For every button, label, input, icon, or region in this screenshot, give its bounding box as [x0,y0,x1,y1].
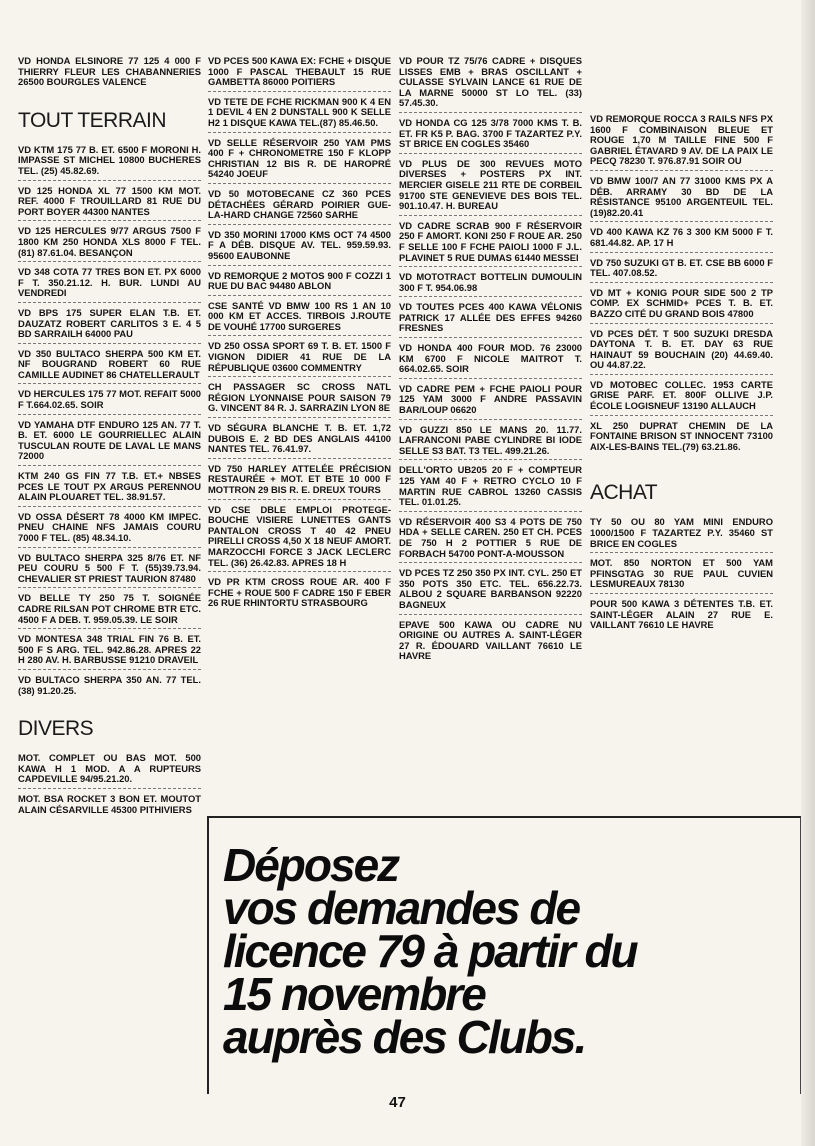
classified-ad: VD MOTOTRACT BOTTELIN DUMOULIN 300 F T. 954.06.98 [399,272,582,297]
section-title-tout-terrain: TOUT TERRAIN [18,108,167,132]
classified-ad: VD TETE DE FCHE RICKMAN 900 K 4 EN 1 DEVIL 4 EN 2 DUNSTALL 900 K SELLE H2 1 DISQUE KAWA TEL.(87) 85.46.50. [208,97,391,133]
classified-ad: TY 50 OU 80 YAM MINI ENDURO 1000/1500 F TAZARTEZ P.Y. 35460 ST BRICE EN COGLES [590,517,773,553]
classified-ad: VD 350 MORINI 17000 KMS OCT 74 4500 F A DÉB. DISQUE AV. TEL. 959.59.93. 95600 EAUBONNE [208,230,391,266]
classified-ad: VD 400 KAWA KZ 76 3 300 KM 5000 F T. 681.44.82. AP. 17 H [590,227,773,252]
classified-ad: POUR 500 KAWA 3 DÉTENTES T.B. ET. SAINT-LÉGER ALAIN 27 RUE E. VAILLANT 76610 LE HAVRE [590,598,773,631]
classified-ad: CH PASSAGER SC CROSS NATL RÉGION LYONNAISE POUR SAISON 79 G. VINCENT 84 R. J. SARRAZIN LYON 8E [208,382,391,418]
classified-ad: VD BULTACO SHERPA 325 8/76 ET. NF PEU COURU 5 500 F T. (55)39.73.94. CHEVALIER ST PRIEST TAURION 87480 [18,553,201,589]
classified-ad: VD PR KTM CROSS ROUE AR. 400 F FCHE + ROUE 500 F CADRE 150 F EBER 26 RUE RHINTORTU STRASBOURG [208,576,391,609]
promo-line: licence 79 à partir du [223,925,637,977]
classified-ad: VD SELLE RÉSERVOIR 250 YAM PMS 400 F + CHRONOMETRE 150 F KLOPP CHRISTIAN 12 BIS R. DE HAROPRÉ 54240 JOEUF [208,138,391,184]
classified-ad: VD 750 SUZUKI GT B. ET. CSE BB 6000 F TEL. 407.08.52. [590,258,773,283]
column-3 [399,56,582,670]
classified-ad: VD HONDA ELSINORE 77 125 4 000 F THIERRY FLEUR LES CHABANNERIES 26500 BOURGLES VALENCE [18,55,201,88]
ad-list-top [18,56,201,91]
ad-list-tout-terrain [18,145,201,699]
classified-ad: DELL'ORTO UB205 20 F + COMPTEUR 125 YAM 40 F + RETRO CYCLO 10 F MARTIN RUE CABROL 13260 CASSIS TEL. 01.01.25. [399,465,582,511]
classified-ad: VD PCES 500 KAWA EX: FCHE + DISQUE 1000 F PASCAL THEBAULT 15 RUE GAMBETTA 86000 POITIERS [208,56,391,92]
classified-ad: VD REMORQUE ROCCA 3 RAILS NFS PX 1600 F COMBINAISON BLEUE ET ROUGE 1,70 M TAILLE FINE 500 F GABRIEL ÉTAVARD 9 AV. DE LA PAIX LE PECQ 78230 T. 976.87.91 SOIR OU [590,114,773,171]
classified-ad: VD POUR TZ 75/76 CADRE + DISQUES LISSES EMB + BRAS OSCILLANT + CULASSE SYLVAIN LANCE 61 RUE DE LA MARNE 50000 ST LO TEL. (33) 57.45.30. [399,56,582,113]
classified-ad: VD 125 HERCULES 9/77 ARGUS 7500 F 1800 KM 250 HONDA XLS 8000 F TEL.(81) 87.61.04. BESANÇON [18,226,201,262]
classified-ad: VD OSSA DÉSERT 78 4000 KM IMPEC. PNEU CHAINE NFS JAMAIS COURU 7000 F TEL. (85) 48.34.10. [18,512,201,548]
classified-ad: KTM 240 GS FIN 77 T.B. ET.+ NBSES PCES LE TOUT PX ARGUS PERENNOU ALAIN PLOUARET TEL. 38.91.57. [18,471,201,507]
classified-ad: VD CADRE SCRAB 900 F RÉSERVOIR 250 F AMORT. KONI 250 F ROUE AR. 250 F SELLE 100 F FCHE PAIOLI 1000 F J.L. PLAVINET 5 RUE DUMAS 61440 MESSEI [399,221,582,267]
classified-ad: VD REMORQUE 2 MOTOS 900 F COZZI 1 RUE DU BAC 94480 ABLON [208,271,391,296]
ad-list-top [590,114,773,455]
classified-ad: XL 250 DUPRAT CHEMIN DE LA FONTAINE BRISON ST INNOCENT 73100 AIX-LES-BAINS TEL.(79) 63.21.86. [590,419,773,452]
classified-ad: VD HERCULES 175 77 MOT. REFAIT 5000 F T.664.02.65. SOIR [18,389,201,414]
classified-ad: VD RÉSERVOIR 400 S3 4 POTS DE 750 HDA + SELLE CAREN. 250 ET CH. PCES DE 750 H 2 POTTIER 5 RUE DE FORBACH 54700 PONT-A-MOUSSON [399,517,582,563]
section-title-divers: DIVERS [18,717,94,741]
classified-ad: VD YAMAHA DTF ENDURO 125 AN. 77 T. B. ET. 6000 LE GOURRIELLEC ALAIN TUSCULAN ROUTE DE LAVAL LE MANS 72000 [18,420,201,466]
column-4 [590,114,773,639]
classified-ad: MOT. 850 NORTON ET 500 YAM PFINSGTAG 30 RUE PAUL CUVIEN LESMUREAUX 78130 [590,558,773,594]
classified-ad: MOT. BSA ROCKET 3 BON ET. MOUTOT ALAIN CÉSARVILLE 45300 PITHIVIERS [18,792,201,815]
ad-list-divers [18,753,201,818]
classified-ad: VD BELLE TY 250 75 T. SOIGNÉE CADRE RILSAN POT CHROME BTR ETC. 4500 F A DEB. T. 959.05.39. LE SOIR [18,593,201,629]
page-edge [801,0,815,1146]
classified-ad: VD 348 COTA 77 TRES BON ET. PX 6000 F T. 350.21.12. H. BUR. LUNDI AU VENDREDI [18,267,201,303]
classified-ad: VD 350 BULTACO SHERPA 500 KM ET. NF BOUGRAND ROBERT 60 RUE CAMILLE AUDINET 86 CHATELLERAULT [18,349,201,385]
classified-ad: VD CSE DBLE EMPLOI PROTEGE-BOUCHE VISIERE LUNETTES GANTS PANTALON CROSS T 40 42 PNEU PIRELLI CROSS 4,50 X 18 NEUF AMORT. MARZOCCHI FORCE 3 JACK LECLERC TEL. (36) 26.42.83. APRES 18 H [208,505,391,573]
ad-list-achat [590,517,773,633]
classified-ad: CSE SANTÉ VD BMW 100 RS 1 AN 10 000 KM ET ACCES. TIRBOIS J.ROUTE DE VOUHÉ 17700 SURGERES [208,301,391,337]
classified-ad: VD BMW 100/7 AN 77 31000 KMS PX A DÉB. ARRAMY 30 BD DE LA RÉSISTANCE 95100 ARGENTEUIL TEL. (19)82.20.41 [590,176,773,222]
classified-ad: VD 750 HARLEY ATTELÉE PRÉCISION RESTAURÉE + MOT. ET BTE 10 000 F MOTTRON 29 BIS R. E. DREUX TOURS [208,464,391,500]
licence-promo-box [207,816,801,1094]
classified-ad: VD KTM 175 77 B. ET. 6500 F MORONI H. IMPASSE ST MICHEL 10800 BUCHERES TEL. (25) 45.82.69. [18,145,201,181]
classified-ad: VD 250 OSSA SPORT 69 T. B. ET. 1500 F VIGNON DIDIER 41 RUE DE LA RÉPUBLIQUE 03600 COMMENTRY [208,341,391,377]
classified-ad: VD MONTESA 348 TRIAL FIN 76 B. ET. 500 F S ARG. TEL. 942.86.28. APRES 22 H 280 AV. H. BARBUSSE 91210 DRAVEIL [18,634,201,670]
promo-line: Déposez [223,839,399,891]
classified-ad: VD PCES DÉT. T 500 SUZUKI DRESDA DAYTONA T. B. ET. DAY 63 RUE HAINAUT 59 BOUCHAIN (20) 44.69.40. OU 44.87.22. [590,329,773,375]
classified-ad: VD PLUS DE 300 REVUES MOTO DIVERSES + POSTERS PX INT. MERCIER GISELE 211 RTE DE CORBEIL 91700 STE GENEVIEVE DES BOIS TEL. 901.10.47. H. BUREAU [399,159,582,216]
classified-ad: VD MT + KONIG POUR SIDE 500 2 TP COMP. EX SCHMID+ PCES T. B. ET. BAZZO CITÉ DU GRAND BOIS 47800 [590,288,773,324]
promo-headline [223,839,793,1063]
classified-ad: EPAVE 500 KAWA OU CADRE NU ORIGINE OU AUTRES A. SAINT-LÉGER 27 R. ÉDOUARD VAILLANT 76610 LE HAVRE [399,618,582,662]
classified-ad: VD GUZZI 850 LE MANS 20. 11.77. LAFRANCONI PABE CYLINDRE BI IODE SELLE S3 BAT. T3 TEL. 499.21.26. [399,425,582,461]
page-number: 47 [389,1094,406,1111]
classified-ad: MOT. COMPLET OU BAS MOT. 500 KAWA H 1 MOD. A A RUPTEURS CAPDEVILLE 94/95.21.20. [18,753,201,789]
section-title-achat: ACHAT [590,481,658,505]
classified-ad: VD BPS 175 SUPER ELAN T.B. ET. DAUZATZ ROBERT CARLITOS 3 E. 4 5 BD SARRAILH 64000 PAU [18,308,201,344]
classified-ad: VD TOUTES PCES 400 KAWA VÉLONIS PATRICK 17 ALLÉE DES EFFES 94260 FRESNES [399,302,582,338]
column-1 [18,56,201,823]
column-2 [208,56,391,617]
classified-ad: VD MOTOBEC COLLEC. 1953 CARTE GRISE PARF. ET. 800F OLLIVE J.P. ÉCOLE LOGISNEUF 13190 ALLAUCH [590,380,773,416]
classified-ad: VD HONDA 400 FOUR MOD. 76 23000 KM 6700 F NICOLE MAITROT T. 664.02.65. SOIR [399,343,582,379]
classified-ad: VD CADRE PEM + FCHE PAIOLI POUR 125 YAM 3000 F ANDRE PASSAVIN BAR/LOUP 06620 [399,384,582,420]
classified-ad: VD 125 HONDA XL 77 1500 KM MOT. REF. 4000 F TROUILLARD 81 RUE DU PORT BOYER 44300 NANTES [18,186,201,222]
promo-line: vos demandes de [223,882,580,934]
classified-ad: VD BULTACO SHERPA 350 AN. 77 TEL. (38) 91.20.25. [18,673,201,696]
promo-line: auprès des Clubs. [223,1011,586,1063]
classified-ad: VD SÉGURA BLANCHE T. B. ET. 1,72 DUBOIS E. 2 BD DES ANGLAIS 44100 NANTES TEL. 76.41.97. [208,423,391,459]
classified-ad: VD 50 MOTOBECANE CZ 360 PCES DÉTACHÉES GÉRARD POIRIER GUE-LA-HARD CHANGE 72560 SARHE [208,189,391,225]
classified-ad: VD HONDA CG 125 3/78 7000 KMS T. B. ET. FR K5 P. BAG. 3700 F TAZARTEZ P.Y. ST BRICE EN COGLES 35460 [399,118,582,154]
promo-line: 15 novembre [223,968,485,1020]
classified-ad: VD PCES TZ 250 350 PX INT. CYL. 250 ET 350 POTS 350 ETC. TEL. 656.22.73. ALBOU 2 SQUARE BARBANSON 92220 BAGNEUX [399,568,582,614]
